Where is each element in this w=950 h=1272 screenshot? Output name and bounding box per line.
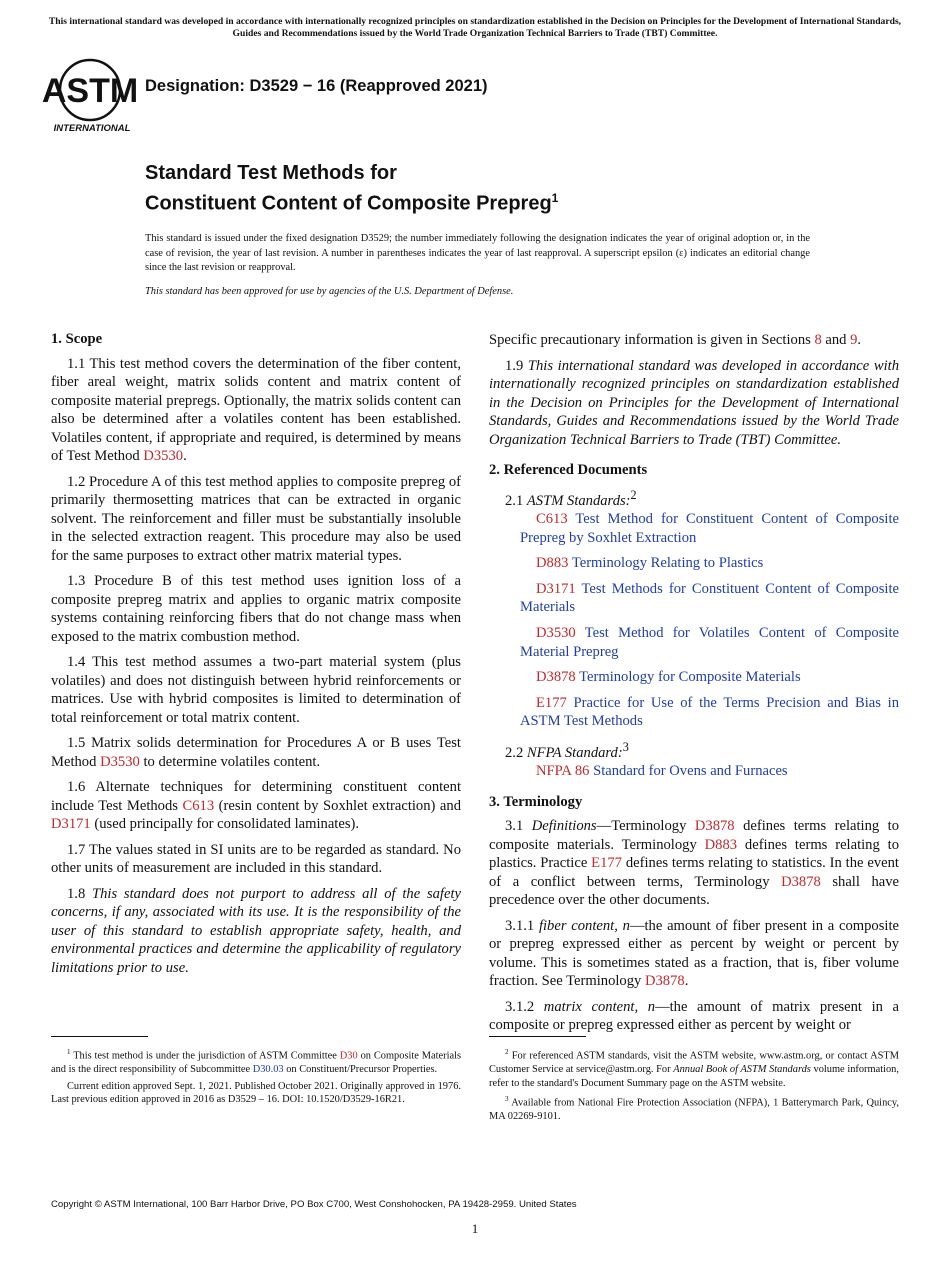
approved-note: This standard has been approved for use by agencies of the U.S. Department of Defense. bbox=[145, 286, 514, 297]
footnote-2: $^2$ For referenced ASTM standards, visit the ASTM website, www.astm.org, or contact ASTM Customer Service at service@astm.org. For Annual Book of ASTM Standards volume information, refer to the standard's Document Summary page on the ASTM website. bbox=[489, 1048, 899, 1089]
issued-note: This standard is issued under the fixed designation D3529; the number immediately following the designation indicates the year of original adoption or, in the case of revision, the year of last revision. A number in parentheses indicates the year of last reapproval. A superscript epsilon (ε) indicates an editorial change since the last revision or reapproval. bbox=[145, 233, 810, 274]
title-footnote-mark: 1 bbox=[551, 191, 559, 205]
copyright-line: Copyright © ASTM International, 100 Barr Harbor Drive, PO Box C700, West Conshohocken, PA 19428-2959. United States bbox=[51, 1199, 577, 1210]
reference-item[interactable]: D883 Terminology Relating to Plastics bbox=[536, 555, 764, 572]
paragraph-3-1-1: 3.1.1 fiber content, n—the amount of fiber present in a composite or prepreg expressed either as percent by weight or percent by volume. This is sometimes stated as a fraction, that is, fiber volume fraction. See Terminology D3878. bbox=[489, 917, 899, 990]
logo-letters: ASTM bbox=[41, 72, 139, 110]
title-line-2: Constituent Content of Composite Prepreg$^1$ bbox=[145, 191, 559, 215]
link-d883[interactable]: D883 bbox=[704, 836, 738, 853]
header-notice: This international standard was developed in accordance with internationally recognized principles on standardization established in the Decision on Principles for the Development of International Standards, Guides and Recommendations issued by the World Trade Organization Technical Barriers to Trade (TBT) Committee. bbox=[48, 16, 902, 39]
link-section-8[interactable]: 8 bbox=[814, 332, 822, 348]
link-d3530[interactable]: D3530 bbox=[143, 448, 184, 464]
astm-standards-label: 2.1 ASTM Standards:$^2$ bbox=[505, 487, 637, 509]
reference-item[interactable]: D3171 Test Methods for Constituent Content of Composite Materials bbox=[520, 580, 899, 616]
astm-logo bbox=[41, 56, 139, 134]
left-column bbox=[51, 330, 461, 984]
page-number: 1 bbox=[471, 1221, 479, 1236]
designation: Designation: D3529 − 16 (Reapproved 2021) bbox=[145, 77, 488, 95]
footnote-1-edition: Current edition approved Sept. 1, 2021. Published October 2021. Originally approved in 1976. Last previous edition approved in 2016 as D3529 – 16. DOI: 10.1520/D3529-16R21. bbox=[51, 1080, 461, 1106]
paragraph-1-3: 1.3 Procedure B of this test method uses ignition loss of a composite prepreg matrix and applies to organic matrix composite systems containing reinforcing fibers that do not change mass when exposed to the matrix combustion method. bbox=[51, 573, 461, 645]
footnote-rule-left bbox=[51, 1036, 148, 1037]
paragraph-1-4: 1.4 This test method assumes a two-part material system (plus volatiles) and does not distinguish between hybrid reinforcements or matrices. Use with hybrid composites is limited to determination of total reinforcement or total matrix content. bbox=[51, 654, 461, 726]
reference-item[interactable]: E177 Practice for Use of the Terms Precision and Bias in ASTM Test Methods bbox=[520, 694, 899, 730]
logo-caption: INTERNATIONAL bbox=[53, 123, 131, 134]
reference-item-nfpa[interactable]: NFPA 86 Standard for Ovens and Furnaces bbox=[536, 763, 788, 780]
reference-item[interactable]: C613 Test Method for Constituent Content of Composite Prepreg by Soxhlet Extraction bbox=[520, 510, 899, 546]
reference-list bbox=[489, 510, 899, 731]
section-heading-terminology: 3. Terminology bbox=[489, 793, 583, 810]
link-d3171[interactable]: D3171 bbox=[51, 816, 91, 832]
paragraph-1-6: 1.6 Alternate techniques for determining constituent content include Test Methods C613 (resin content by Soxhlet extraction) and D3171 (used principally for consolidated laminates). bbox=[51, 779, 461, 832]
link-section-9[interactable]: 9 bbox=[850, 332, 858, 348]
section-heading-scope: 1. Scope bbox=[51, 331, 103, 347]
right-column bbox=[489, 331, 899, 1042]
footnotes-right bbox=[489, 1046, 899, 1127]
paragraph-1-9: 1.9 This international standard was developed in accordance with internationally recognized principles on standardization established in the Decision on Principles for the Development of International Standards, Guides and Recommendations issued by the World Trade Organization Technical Barriers to Trade (TBT) Committee. bbox=[489, 357, 900, 448]
footnotes-left bbox=[51, 1046, 461, 1110]
footnote-1: $^1$ This test method is under the jurisdiction of ASTM Committee D30 on Composite Materials and is the direct responsibility of Subcommittee D30.03 on Constituent/Precursor Properties. bbox=[51, 1048, 461, 1076]
paragraph-1-1: 1.1 This test method covers the determination of the fiber content, fiber areal weight, matrix solids content and matrix content of composite material prepregs. Optionally, the matrix solids content can also be determined after a volatiles content has been established. Volatiles content, if appropriate and required, is determined by means of Test Method D3530. bbox=[51, 355, 461, 464]
title-line-1: Standard Test Methods for bbox=[145, 162, 397, 184]
link-d3530[interactable]: D3530 bbox=[100, 753, 140, 770]
paragraph-1-8: 1.8 This standard does not purport to address all of the safety concerns, if any, associated with its use. It is the responsibility of the user of this standard to establish appropriate safety, health, and environmental practices and determine the applicability of regulatory limitations prior to use. bbox=[51, 885, 461, 976]
reference-item[interactable]: D3878 Terminology for Composite Materials bbox=[536, 669, 801, 686]
nfpa-standard-label: 2.2 NFPA Standard:$^3$ bbox=[505, 739, 629, 761]
link-d3878[interactable]: D3878 bbox=[694, 818, 735, 835]
paragraph-1-2: 1.2 Procedure A of this test method applies to composite prepreg of primarily thermosetting matrices that can be extracted in organic solvent. The reinforcement and filler must be substantially insoluble in the selected extraction reagent. This procedure may also be used for the same purposes to extract other matrix material types. bbox=[51, 473, 461, 564]
paragraph-1-8-continued: Specific precautionary information is given in Sections 8 and 9. bbox=[489, 332, 862, 348]
link-c613[interactable]: C613 bbox=[182, 797, 215, 814]
link-d3878[interactable]: D3878 bbox=[644, 973, 685, 990]
link-d3878[interactable]: D3878 bbox=[781, 873, 821, 890]
reference-item[interactable]: D3530 Test Method for Volatiles Content of Composite Material Prepreg bbox=[520, 624, 899, 660]
link-e177[interactable]: E177 bbox=[591, 855, 622, 872]
document-title bbox=[145, 161, 558, 217]
astm-logo-icon bbox=[41, 56, 139, 134]
footnote-3: $^3$ Available from National Fire Protection Association (NFPA), 1 Batterymarch Park, Quincy, MA 02269-9101. bbox=[489, 1095, 899, 1123]
footnote-rule-right bbox=[489, 1036, 586, 1037]
section-heading-referenced-documents: 2. Referenced Documents bbox=[489, 462, 648, 478]
paragraph-1-5: 1.5 Matrix solids determination for Procedures A or B uses Test Method D3530 to determine volatiles content. bbox=[51, 735, 461, 770]
paragraph-3-1-2: 3.1.2 matrix content, n—the amount of matrix present in a composite or prepreg expressed either as percent by weight or bbox=[489, 998, 899, 1034]
paragraph-1-7: 1.7 The values stated in SI units are to be regarded as standard. No other units of measurement are included in this standard. bbox=[51, 841, 461, 876]
paragraph-3-1: 3.1 Definitions—Terminology D3878 defines terms relating to composite materials. Terminology D883 defines terms relating to plastics. Practice E177 defines terms relating to statistics. In the event of a conflict between terms, Terminology D3878 shall have precedence over the other documents. bbox=[489, 818, 900, 909]
link-d30[interactable]: D30 bbox=[339, 1050, 358, 1062]
link-d30-03[interactable]: D30.03 bbox=[252, 1064, 284, 1076]
